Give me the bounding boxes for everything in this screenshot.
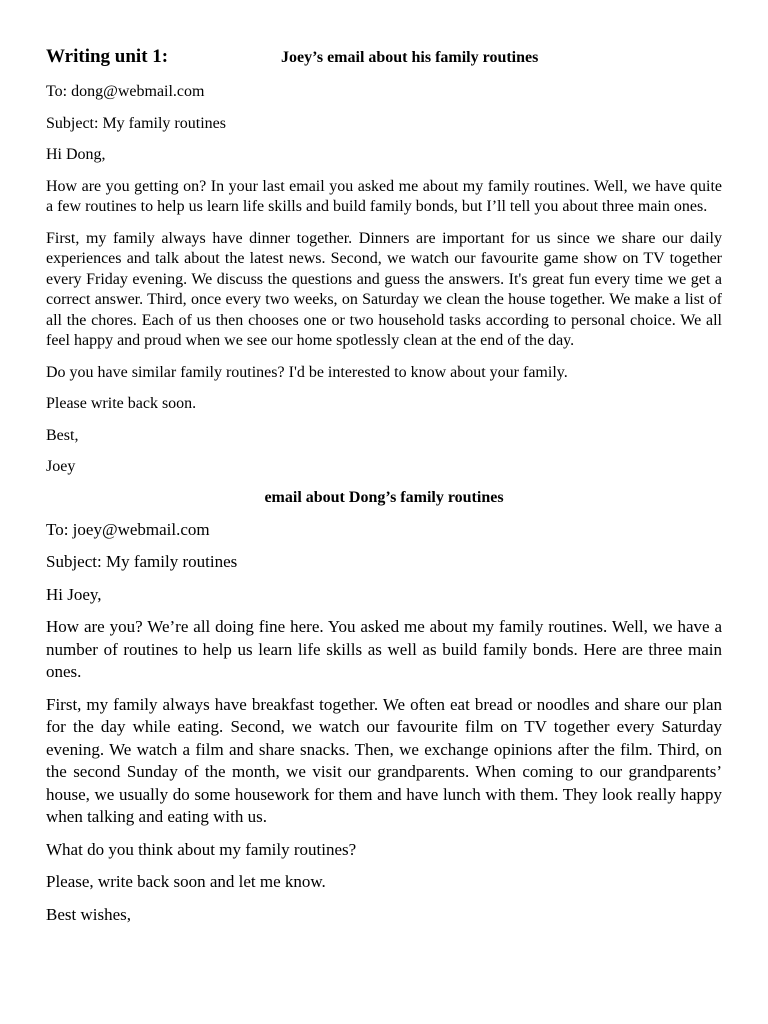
email-greeting: Hi Dong,: [46, 146, 106, 163]
email-subject-line: Subject: My family routines: [46, 552, 238, 571]
header-row: [46, 46, 722, 68]
document-title: Joey’s email about his family routines: [281, 49, 539, 66]
email-subject-line: Subject: My family routines: [46, 114, 226, 132]
email-paragraph-body: First, my family always have breakfast together. We often eat bread or noodles and share our plan for the day while eating. Second, we watch our favourite film on TV together every Saturday evening. We watch a film and share snacks. Then, we exchange opinions after the film. Third, on the second Sunday of the month, we visit our grandparents. When coming to our grandparents’ house, we usually do some housework for them and have lunch with them. They look really happy when talking and eating with us.: [46, 694, 722, 826]
dong-email: [46, 519, 722, 927]
email-paragraph-intro: How are you? We’re all doing fine here. You asked me about my family routines. Well, we have a number of routines to help us learn life skills as well as build family bonds. Here are three main ones.: [46, 617, 722, 681]
email-signoff: Best wishes,: [46, 904, 131, 924]
email-paragraph-closing: Please write back soon.: [46, 395, 197, 412]
email-to-line: To: joey@webmail.com: [46, 519, 210, 539]
email-paragraph-body: First, my family always have dinner together. Dinners are important for us since we share our daily experiences and talk about the latest news. Second, we watch our favourite game show on TV together every Friday evening. We discuss the questions and guess the answers. It's great fun every time we get a correct answer. Third, once every two weeks, on Saturday we clean the house together. We make a list of all the chores. Each of us then chooses one or two household tasks according to personal choice. We all feel happy and proud when we see our home spotlessly clean at the end of the day.: [46, 229, 722, 349]
email-paragraph-closing: Please, write back soon and let me know.: [46, 872, 326, 891]
email-paragraph-question: Do you have similar family routines? I'd be interested to know about your family.: [46, 363, 568, 381]
unit-title: Writing unit 1:: [46, 46, 169, 67]
email-to-line: To: dong@webmail.com: [46, 83, 205, 100]
email-sender-name: Joey: [46, 458, 76, 475]
email-signoff: Best,: [46, 426, 79, 444]
email-paragraph-question: What do you think about my family routines?: [46, 839, 357, 859]
joey-email: [46, 82, 722, 478]
email-greeting: Hi Joey,: [46, 584, 102, 604]
email-paragraph-intro: How are you getting on? In your last email you asked me about my family routines. Well, we have quite a few routines to help us learn life skills and build family bonds, but I’ll tell you about three main ones.: [46, 177, 722, 215]
section-title: email about Dong’s family routines: [264, 488, 504, 506]
